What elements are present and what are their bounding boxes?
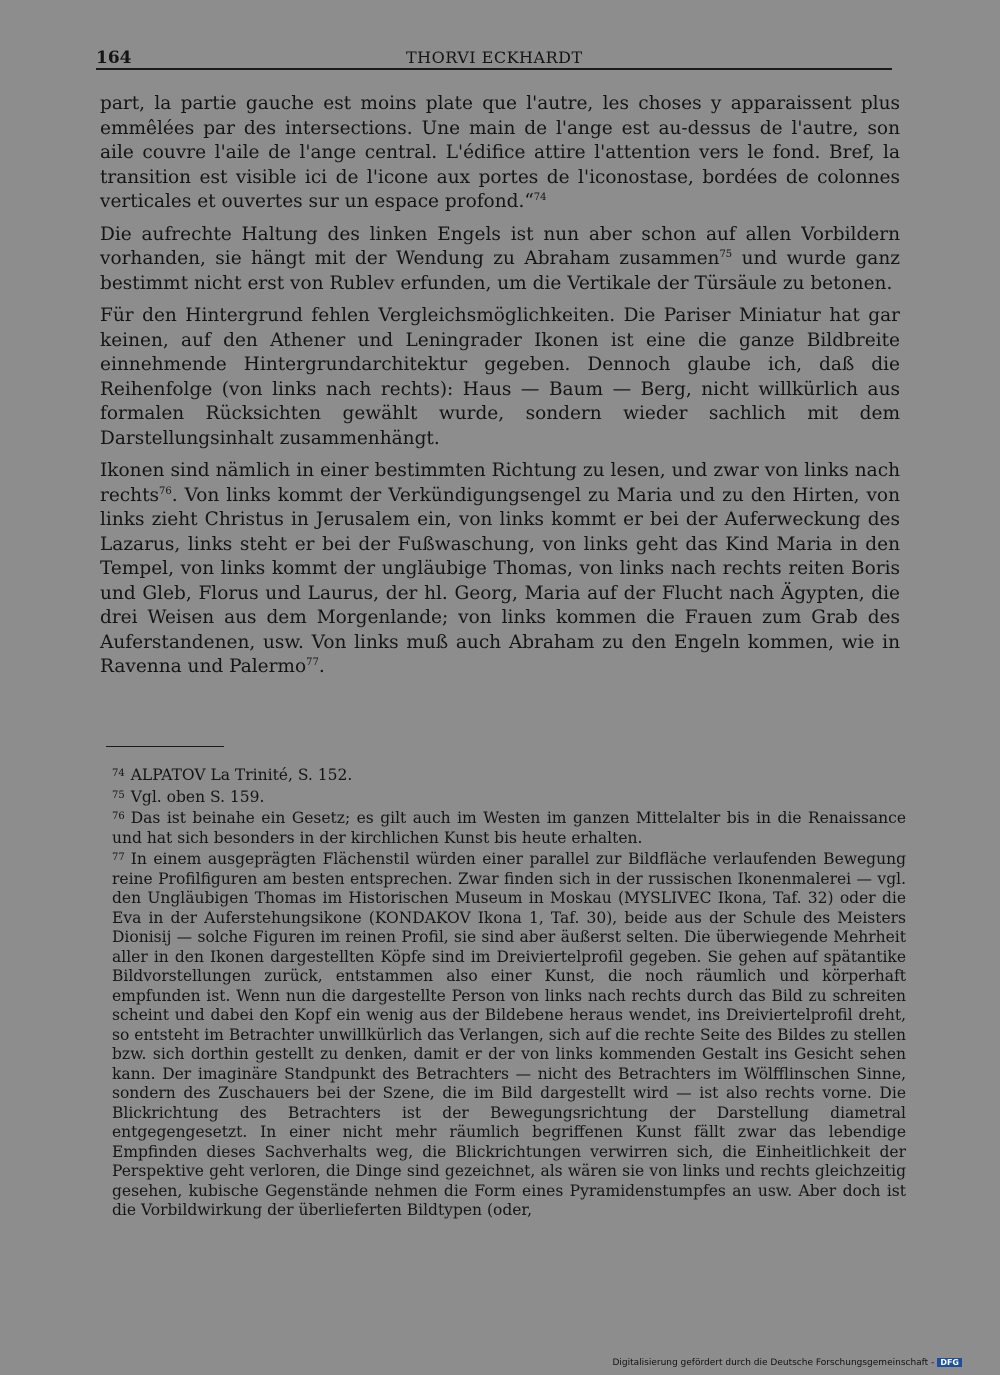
- dfg-logo: DFG: [937, 1358, 962, 1367]
- paragraph-text: .: [318, 656, 325, 677]
- footnote-mark: 74: [112, 768, 125, 779]
- footnote-text: Vgl. oben S. 159.: [130, 787, 265, 806]
- footnote-text: In einem ausgeprägten Flächenstil würden einer parallel zur Bildfläche verlaufenden Bewegung reine Profilfiguren am besten entsprechen. Zwar finden sich in der russischen Ikonenmalerei — vgl. den Ungläubigen Thomas im Historischen Museum in Moskau (MYSLIVEC Ikona, Taf. 32) oder die Eva in der Auferstehungsikone (KONDAKOV Ikona 1, Taf. 30), beide aus der Schule des Meisters Dionisij — solche Figuren im reinen Profil, sie sind aber äußerst selten. Die überwiegende Mehrheit aller in den Ikonen dargestellten Köpfe sind im Dreiviertelprofil gegeben. Sie gehen auf spätantike Bildvorstellungen zurück, entstammen also einer Kunst, die noch räumlich und körperhaft empfunden ist. Wenn nun die dargestellte Person von links nach rechts durch das Bild zu schreiten scheint und dabei den Kopf ein wenig aus der Bildebene heraus wendet, ins Dreiviertelprofil dreht, so entsteht im Betrachter unwillkürlich das Verlangen, sich auf die rechte Seite des Bildes zu stellen bzw. sich dorthin gestellt zu denken, damit er der von links kommenden Gestalt ins Gesicht sehen kann. Der imaginäre Standpunkt des Betrachters — nicht des Betrachters im Wölfflinschen Sinne, sondern des Zuschauers bei der Szene, die im Bild dargestellt wird — ist also rechts vorne. Die Blickrichtung des Betrachters ist der Bewegungsrichtung der Darstellung diametral entgegengesetzt. In einer nicht mehr räumlich begriffenen Kunst fällt zwar das lebendige Empfinden dieses Sachverhalts weg, die Blickrichtungen verwirren sich, die Einheitlichkeit der Perspektive geht verloren, die Dinge sind gezeichnet, als wären sie von links und rechts gleichzeitig gesehen, kubische Gegenstände nehmen die Form eines Pyramidenstumpfes an usw. Aber doch ist die Vorbildwirkung der überlieferten Bildtypen (oder,: [112, 850, 906, 1219]
- footnote-ref: 77: [306, 657, 319, 668]
- paragraph-text: part, la partie gauche est moins plate que l'autre, les choses y apparaissent plus emmêlées par des intersections. Une main de l'ange est au-dessus de l'autre, son aile couvre l'aile de l'ange central. L'édifice attire l'attention vers le fond. Bref, la transition est visible ici de l'icone aux portes de l'iconostase, bordées de colonnes verticales et ouvertes sur un espace profond.“: [100, 93, 900, 212]
- paragraph-3: Für den Hintergrund fehlen Vergleichsmöglichkeiten. Die Pariser Miniatur hat gar keinen, auf den Athener und Leningrader Ikonen ist eine die ganze Bildbreite einnehmende Hintergrundarchitektur gegeben. Dennoch glaube ich, daß die Reihenfolge (von links nach rechts): Haus — Baum — Berg, nicht willkürlich aus formalen Rücksichten gewählt wurde, sondern wieder sachlich mit dem Darstellungsinhalt zusammenhängt.: [100, 305, 900, 449]
- paragraph-text: . Von links kommt der Verkündigungsengel zu Maria und zu den Hirten, von links zieht Christus in Jerusalem ein, von links kommt er bei der Auferweckung des Lazarus, links steht er bei der Fußwaschung, von links geht das Kind Maria in den Tempel, von links kommt der ungläubige Thomas, von links nach rechts reiten Boris und Gleb, Florus und Laurus, der hl. Georg, Maria auf der Flucht nach Ägypten, die drei Weisen aus dem Morgenlande; von links kommen die Frauen zum Grab des Auferstandenen, usw. Von links muß auch Abraham zu den Engeln kommen, wie in Ravenna und Palermo: [100, 484, 900, 677]
- paragraph-text: Ikonen sind nämlich in einer bestimmten Richtung zu lesen, und zwar von links nach rechts: [100, 460, 900, 506]
- credit-text: Digitalisierung gefördert durch die Deutsche Forschungsgemeinschaft -: [612, 1358, 935, 1368]
- footnote-ref: 74: [533, 192, 547, 203]
- paragraph-text: und wurde ganz bestimmt nicht erst von Rublev erfunden, um die Vertikale der Türsäule zu betonen.: [100, 248, 900, 294]
- paragraph-text: Die aufrechte Haltung des linken Engels ist nun aber schon auf allen Vorbildern vorhanden, sie hängt mit der Wendung zu Abraham zusammen: [100, 223, 900, 269]
- page-number: 164: [96, 48, 132, 68]
- footnote-separator: [106, 746, 224, 747]
- footnote-mark: 77: [112, 852, 125, 863]
- footnote-text: ALPATOV La Trinité, S. 152.: [130, 766, 353, 784]
- footnote-mark: 76: [112, 811, 125, 822]
- footnote-text: Das ist beinahe ein Gesetz; es gilt auch im Westen im ganzen Mittelalter bis in die Renaissance und hat sich besonders in der kirchlichen Kunst bis heute erhalten.: [112, 809, 906, 847]
- paragraph-2: [100, 223, 900, 297]
- footnotes: [112, 764, 906, 1221]
- paragraph-1: [100, 92, 900, 215]
- footnote-mark: 75: [112, 789, 125, 801]
- digitization-credit: [612, 1358, 962, 1368]
- footnote: [112, 786, 906, 808]
- footnote-ref: 76: [159, 485, 172, 497]
- footnote-ref: 75: [719, 249, 733, 260]
- footnote: [112, 848, 906, 1221]
- footnote: [112, 807, 906, 848]
- main-text: [100, 92, 900, 688]
- page-header: [96, 44, 892, 66]
- running-head: THORVI ECKHARDT: [406, 48, 583, 67]
- header-rule: [96, 68, 892, 70]
- footnote: [112, 764, 906, 786]
- paragraph-4: [100, 459, 900, 680]
